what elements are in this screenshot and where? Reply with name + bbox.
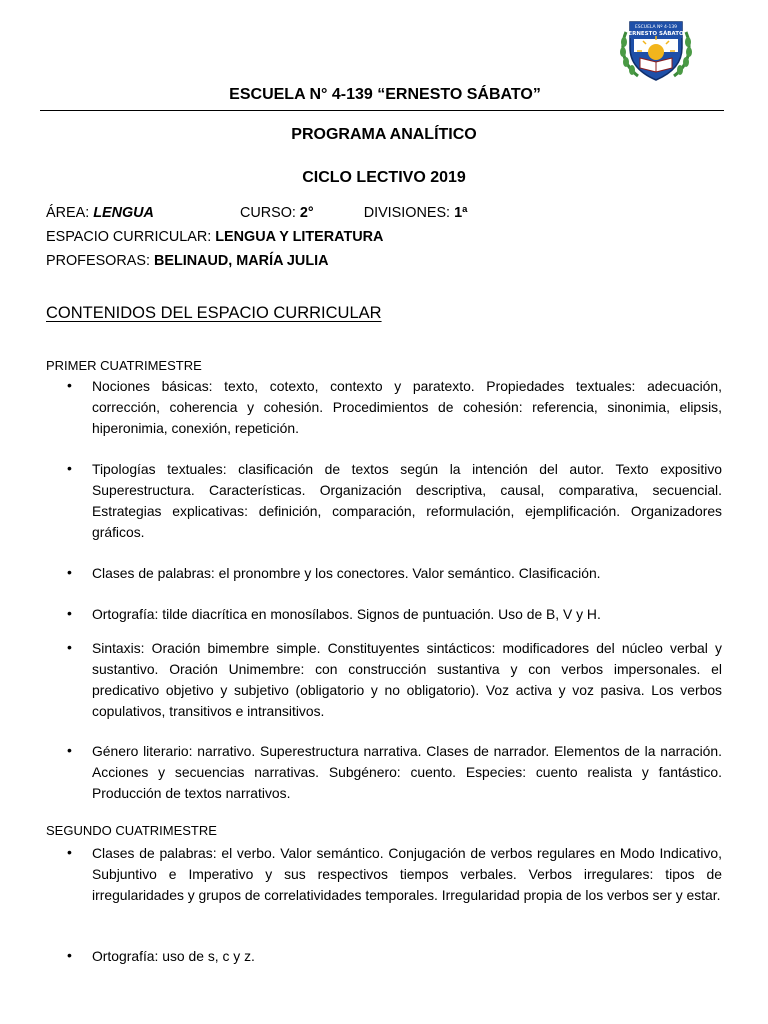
list-item-text: Nociones básicas: texto, cotexto, contexto y paratexto. Propiedades textuales: adecuación, corrección, coherencia y cohesión. Procedimientos de cohesión: referencia, sinonimia, elipsis, hiperonimia, conexión, repetición. <box>92 378 722 436</box>
header-divider <box>40 110 724 111</box>
profesoras-value: BELINAUD, MARÍA JULIA <box>153 253 329 269</box>
divisiones-value: 1ª <box>454 205 468 221</box>
cycle-title: CICLO LECTIVO 2019 <box>302 169 466 186</box>
second-semester-title: SEGUNDO CUATRIMESTRE <box>46 823 217 838</box>
list-item <box>67 638 722 722</box>
list-item <box>67 376 722 439</box>
divisiones-label: DIVISIONES: <box>363 205 455 221</box>
area-label: ÁREA: <box>46 205 94 221</box>
list-item <box>67 741 722 804</box>
area-value: LENGUA <box>93 205 154 221</box>
section-title: CONTENIDOS DEL ESPACIO CURRICULAR <box>46 304 382 322</box>
list-item-text: Tipologías textuales: clasificación de textos según la intención del autor. Texto expositivo Superestructura. Características. Organización descriptiva, causal, comparativa, secuencial. Estrategias explicativas: definición, comparación, reformulación, ejemplificación. Organizadores gráficos. <box>92 461 722 540</box>
meta-line-profesoras <box>46 253 329 269</box>
espacio-label: ESPACIO CURRICULAR: <box>46 229 216 245</box>
list-item-text: Género literario: narrativo. Superestructura narrativa. Clases de narrador. Elementos de la narración. Acciones y secuencias narrativas. Subgénero: cuento. Especies: cuento realista y fantástico. Producción de textos narrativos. <box>92 743 722 801</box>
list-item-text: Ortografía: tilde diacrítica en monosílabos. Signos de puntuación. Uso de B, V y H. <box>92 606 601 622</box>
bullet-icon: • <box>67 947 72 963</box>
first-semester-title: PRIMER CUATRIMESTRE <box>46 358 202 373</box>
bullet-icon: • <box>67 844 72 860</box>
meta-line-area <box>46 205 467 221</box>
list-item <box>67 946 722 967</box>
bullet-icon: • <box>67 377 72 393</box>
list-item-text: Clases de palabras: el pronombre y los conectores. Valor semántico. Clasificación. <box>92 565 601 581</box>
bullet-icon: • <box>67 605 72 621</box>
list-item <box>67 843 722 906</box>
list-item-text: Clases de palabras: el verbo. Valor semántico. Conjugación de verbos regulares en Modo Indicativo, Subjuntivo e Imperativo y sus respectivos tiempos verbales. Verbos irregulares: tipos de irregularidades y grupos de correlatividades temporales. Irregularidad propia de los verbos ser y estar. <box>92 845 722 903</box>
list-item <box>67 604 722 625</box>
bullet-icon: • <box>67 742 72 758</box>
bullet-icon: • <box>67 564 72 580</box>
meta-line-espacio <box>46 229 383 245</box>
list-item <box>67 459 722 543</box>
list-item-text: Ortografía: uso de s, c y z. <box>92 948 255 964</box>
svg-text:ERNESTO SÁBATO: ERNESTO SÁBATO <box>628 31 684 37</box>
espacio-value: LENGUA Y LITERATURA <box>215 229 384 245</box>
svg-text:ESCUELA Nº 4-139: ESCUELA Nº 4-139 <box>634 25 678 30</box>
bullet-icon: • <box>67 639 72 655</box>
curso-value: 2° <box>299 205 314 221</box>
curso-label: CURSO: <box>239 205 300 221</box>
bullet-icon: • <box>67 460 72 476</box>
school-crest-icon <box>616 18 696 84</box>
school-logo <box>616 18 696 84</box>
list-item <box>67 563 722 584</box>
profesoras-label: PROFESORAS: <box>46 253 154 269</box>
school-title: ESCUELA N° 4-139 “ERNESTO SÁBATO” <box>229 86 541 103</box>
program-title: PROGRAMA ANALÍTICO <box>291 126 477 143</box>
list-item-text: Sintaxis: Oración bimembre simple. Constituyentes sintácticos: modificadores del núcleo verbal y sustantivo. Oración Unimembre: con construcción sustantiva y con verbos impersonales. el predicativo objetivo y subjetivo (obligatorio y no obligatorio). Voz activa y voz pasiva. Los verbos copulativos, transitivos e intransitivos. <box>92 640 722 719</box>
